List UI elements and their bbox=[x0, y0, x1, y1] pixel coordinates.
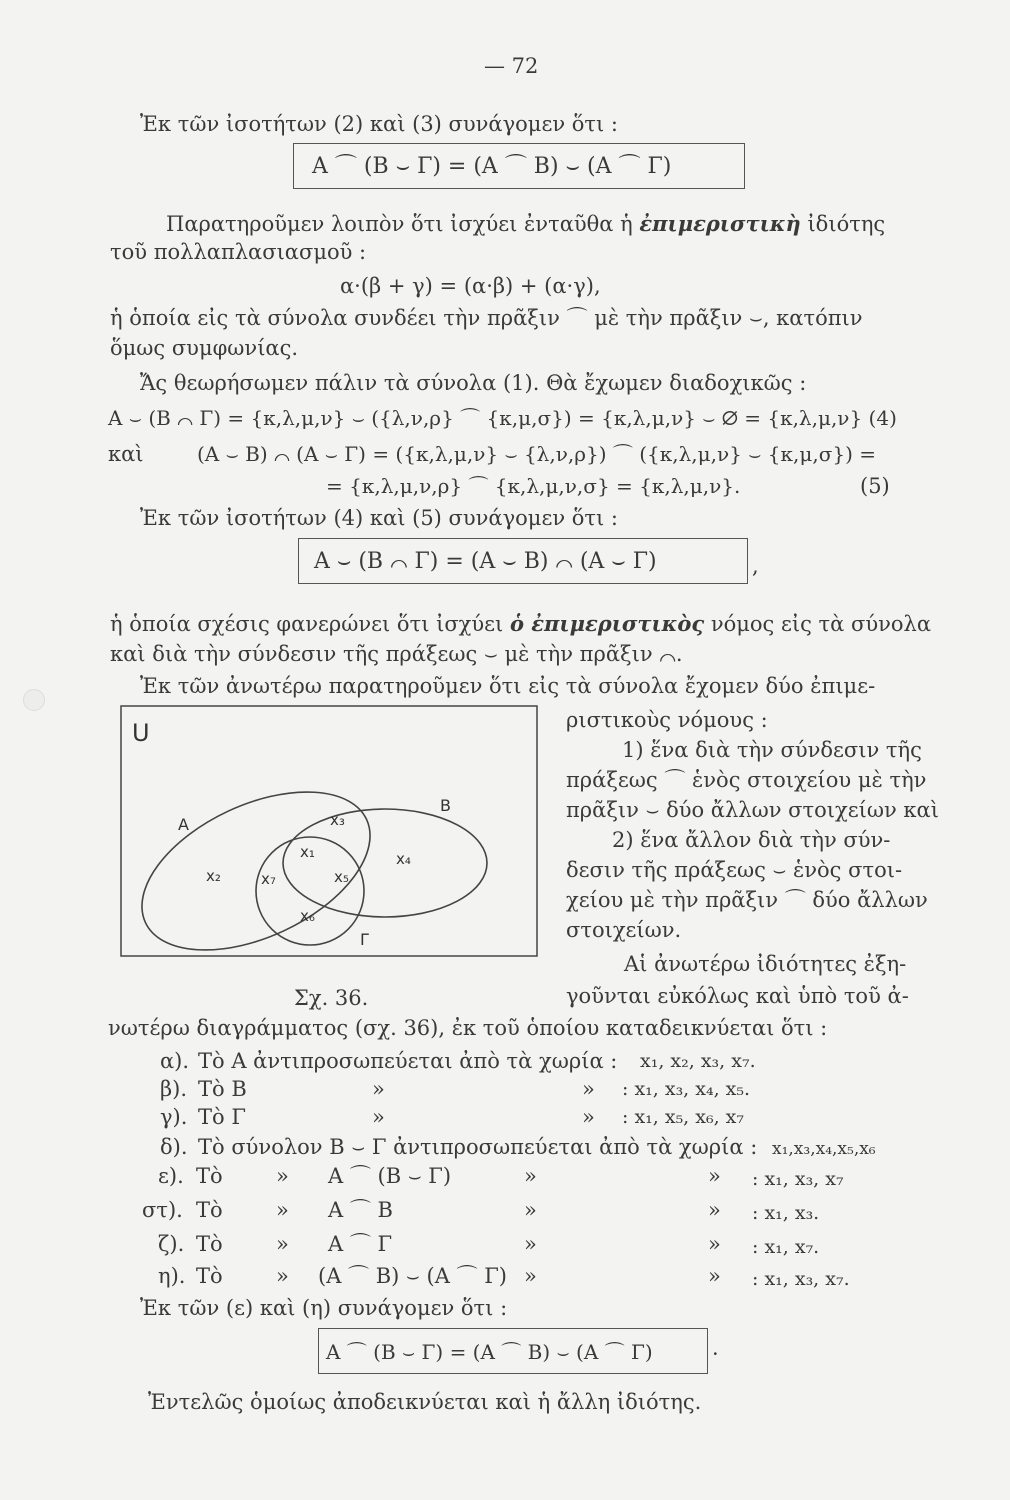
list-c-values: : x₁, x₅, x₆, x₇ bbox=[622, 1106, 745, 1128]
list-z-label: ζ). bbox=[158, 1232, 185, 1256]
paragraph-10: Ἐντελῶς ὁμοίως ἀποδεικνύεται καὶ ἡ ἄλλη ἰδιότης. bbox=[148, 1390, 702, 1414]
emphasis-distributive-law: ὁ ἐπιμεριστικὸς bbox=[509, 611, 705, 636]
list-h-expr: (A ⌒ B) ⌣ (A ⌒ Γ) bbox=[318, 1264, 507, 1288]
list-e-ditto-2: » bbox=[524, 1164, 537, 1188]
venn-diagram bbox=[120, 705, 540, 970]
list-h-ditto-2: » bbox=[524, 1264, 537, 1288]
equation-1: A ⌒ (B ⌣ Γ) = (A ⌒ B) ⌣ (A ⌒ Γ) bbox=[312, 154, 672, 179]
set-c-label: Γ bbox=[360, 930, 369, 949]
list-e-ditto-3: » bbox=[708, 1164, 721, 1188]
right-col-line-5: 2) ἕνα ἄλλον διὰ τὴν σύν- bbox=[612, 828, 891, 852]
right-col-line-6: δεσιν τῆς πράξεως ⌣ ἑνὸς στοι- bbox=[566, 858, 903, 882]
paragraph-1: Ἐκ τῶν ἰσοτήτων (2) καὶ (3) συνάγομεν ὅτι : bbox=[140, 112, 619, 136]
equation-2: A ⌣ (B ⌒ Γ) = (A ⌣ B) ⌒ (A ⌣ Γ) bbox=[314, 549, 657, 574]
list-b-label: β). bbox=[160, 1077, 188, 1101]
right-col-line-8: στοιχείων. bbox=[566, 918, 682, 942]
calculation-line-3-number: (5) bbox=[860, 474, 890, 498]
paragraph-2-text-a: Παρατηροῦμεν λοιπὸν ὅτι ἰσχύει ἐνταῦθα ἡ bbox=[166, 212, 633, 236]
list-b-subject: Τὸ B bbox=[198, 1077, 247, 1101]
list-z-ditto-3: » bbox=[708, 1232, 721, 1256]
multiplication-formula: α·(β + γ) = (α·β) + (α·γ), bbox=[340, 274, 601, 298]
list-st-label: στ). bbox=[142, 1198, 183, 1222]
universe-label: U bbox=[132, 719, 150, 747]
list-b-values: : x₁, x₃, x₄, x₅. bbox=[622, 1078, 751, 1100]
list-st-values: : x₁, x₃. bbox=[752, 1202, 820, 1224]
list-e-ditto-1: » bbox=[276, 1164, 289, 1188]
region-x3: x₃ bbox=[330, 811, 345, 829]
paragraph-9: Ἐκ τῶν (ε) καὶ (η) συνάγομεν ὅτι : bbox=[140, 1296, 508, 1320]
list-c-ditto-1: » bbox=[372, 1105, 385, 1129]
region-x2: x₂ bbox=[206, 867, 221, 885]
calculation-line-2-kai: καὶ bbox=[108, 442, 144, 466]
list-a-subject: Τὸ A ἀντιπροσωπεύεται ἀπὸ τὰ χωρία : bbox=[198, 1049, 618, 1073]
list-c-ditto-2: » bbox=[582, 1105, 595, 1129]
right-col-line-4: πρᾶξιν ⌣ δύο ἄλλων στοιχείων καὶ bbox=[566, 798, 939, 822]
list-z-expr: A ⌒ Γ bbox=[328, 1232, 393, 1256]
list-a-values: x₁, x₂, x₃, x₇. bbox=[640, 1050, 756, 1072]
paragraph-5: Ἐκ τῶν ἰσοτήτων (4) καὶ (5) συνάγομεν ὅτι : bbox=[140, 506, 619, 530]
equation-2-comma: , bbox=[752, 554, 759, 578]
right-col-line-10: γοῦνται εὐκόλως καὶ ὑπὸ τοῦ ἀ- bbox=[566, 984, 909, 1008]
right-col-line-9: Αἱ ἀνωτέρω ἰδιότητες ἐξη- bbox=[624, 952, 907, 976]
list-e-subject: Τὸ bbox=[196, 1164, 223, 1188]
list-h-ditto-1: » bbox=[276, 1264, 289, 1288]
list-d-label: δ). bbox=[160, 1135, 188, 1159]
list-z-subject: Τὸ bbox=[196, 1232, 223, 1256]
page-number: — 72 bbox=[484, 54, 539, 78]
right-col-line-2: 1) ἕνα διὰ τὴν σύνδεσιν τῆς bbox=[622, 738, 922, 762]
list-b-ditto-1: » bbox=[372, 1077, 385, 1101]
paragraph-3-line-2: ὅμως συμφωνίας. bbox=[110, 336, 299, 360]
paragraph-2-text-b: ἰδιότης bbox=[807, 212, 886, 236]
calculation-line-3: = {κ,λ,μ,ν,ρ} ⌒ {κ,λ,μ,ν,σ} = {κ,λ,μ,ν}. bbox=[326, 474, 741, 498]
stain-mark bbox=[23, 689, 45, 711]
list-a-label: α). bbox=[160, 1049, 190, 1073]
paragraph-2-line-2: τοῦ πολλαπλασιασμοῦ : bbox=[110, 240, 367, 264]
set-a-ellipse bbox=[120, 760, 394, 970]
region-x7: x₇ bbox=[261, 870, 276, 888]
right-col-line-7: χείου μὲ τὴν πρᾶξιν ⌒ δύο ἄλλων bbox=[566, 888, 928, 912]
list-e-label: ε). bbox=[158, 1164, 184, 1188]
calculation-line-2: (A ⌣ B) ⌒ (A ⌣ Γ) = ({κ,λ,μ,ν} ⌣ {λ,ν,ρ}) ⌒ ({κ,λ,μ,ν} ⌣ {κ,μ,σ}) = bbox=[197, 442, 876, 466]
list-d-subject: Τὸ σύνολον B ⌣ Γ ἀντιπροσωπεύεται ἀπὸ τὰ χωρία : bbox=[198, 1135, 758, 1159]
list-h-subject: Τὸ bbox=[196, 1264, 223, 1288]
paragraph-6-line-2: καὶ διὰ τὴν σύνδεσιν τῆς πράξεως ⌣ μὲ τὴν πρᾶξιν ⌒. bbox=[110, 642, 683, 666]
figure-caption: Σχ. 36. bbox=[294, 986, 369, 1010]
list-c-subject: Τὸ Γ bbox=[198, 1105, 246, 1129]
equation-3-dot: · bbox=[712, 1342, 719, 1366]
paragraph-6-text-b: νόμος εἰς τὰ σύνολα bbox=[710, 612, 932, 636]
equation-3: A ⌒ (B ⌣ Γ) = (A ⌒ B) ⌣ (A ⌒ Γ) bbox=[326, 1340, 653, 1364]
list-c-label: γ). bbox=[160, 1105, 188, 1129]
emphasis-distributive: ἐπιμεριστικὴ bbox=[639, 211, 801, 236]
region-x4: x₄ bbox=[396, 850, 411, 868]
paragraph-8: νωτέρω διαγράμματος (σχ. 36), ἐκ τοῦ ὁποίου καταδεικνύεται ὅτι : bbox=[108, 1016, 828, 1040]
list-z-ditto-1: » bbox=[276, 1232, 289, 1256]
list-st-ditto-3: » bbox=[708, 1198, 721, 1222]
list-d-values: x₁,x₃,x₄,x₅,x₆ bbox=[772, 1139, 876, 1159]
set-a-label: A bbox=[178, 815, 189, 834]
list-h-ditto-3: » bbox=[708, 1264, 721, 1288]
set-b-label: B bbox=[440, 796, 451, 815]
set-b-ellipse bbox=[283, 809, 487, 917]
region-x6: x₆ bbox=[300, 907, 315, 925]
list-e-values: : x₁, x₃, x₇ bbox=[752, 1168, 844, 1190]
paragraph-2 bbox=[166, 210, 885, 238]
list-st-subject: Τὸ bbox=[196, 1198, 223, 1222]
list-b-ditto-2: » bbox=[582, 1077, 595, 1101]
right-col-line-3: πράξεως ⌒ ἑνὸς στοιχείου μὲ τὴν bbox=[566, 768, 927, 792]
right-col-line-1: ριστικοὺς νόμους : bbox=[566, 708, 768, 732]
list-st-ditto-1: » bbox=[276, 1198, 289, 1222]
calculation-line-1: A ⌣ (B ⌒ Γ) = {κ,λ,μ,ν} ⌣ ({λ,ν,ρ} ⌒ {κ,μ,σ}) = {κ,λ,μ,ν} ⌣ ∅ = {κ,λ,μ,ν} (4) bbox=[108, 406, 897, 430]
paragraph-3-line-1: ἡ ὁποία εἰς τὰ σύνολα συνδέει τὴν πρᾶξιν ⌒ μὲ τὴν πρᾶξιν ⌣, κατόπιν bbox=[110, 306, 863, 330]
list-st-ditto-2: » bbox=[524, 1198, 537, 1222]
region-x1: x₁ bbox=[300, 843, 315, 861]
paragraph-6 bbox=[110, 610, 931, 638]
list-h-label: η). bbox=[158, 1264, 186, 1288]
list-st-expr: A ⌒ B bbox=[328, 1198, 393, 1222]
paragraph-6-text-a: ἡ ὁποία σχέσις φανερώνει ὅτι ἰσχύει bbox=[110, 612, 504, 636]
list-z-ditto-2: » bbox=[524, 1232, 537, 1256]
list-z-values: : x₁, x₇. bbox=[752, 1236, 820, 1258]
paragraph-4: Ἄς θεωρήσωμεν πάλιν τὰ σύνολα (1). Θὰ ἔχωμεν διαδοχικῶς : bbox=[140, 371, 807, 395]
paragraph-7-line-1: Ἐκ τῶν ἀνωτέρω παρατηροῦμεν ὅτι εἰς τὰ σύνολα ἔχομεν δύο ἐπιμε- bbox=[140, 674, 876, 698]
list-h-values: : x₁, x₃, x₇. bbox=[752, 1268, 850, 1290]
list-e-expr: A ⌒ (B ⌣ Γ) bbox=[328, 1164, 452, 1188]
region-x5: x₅ bbox=[334, 868, 349, 886]
